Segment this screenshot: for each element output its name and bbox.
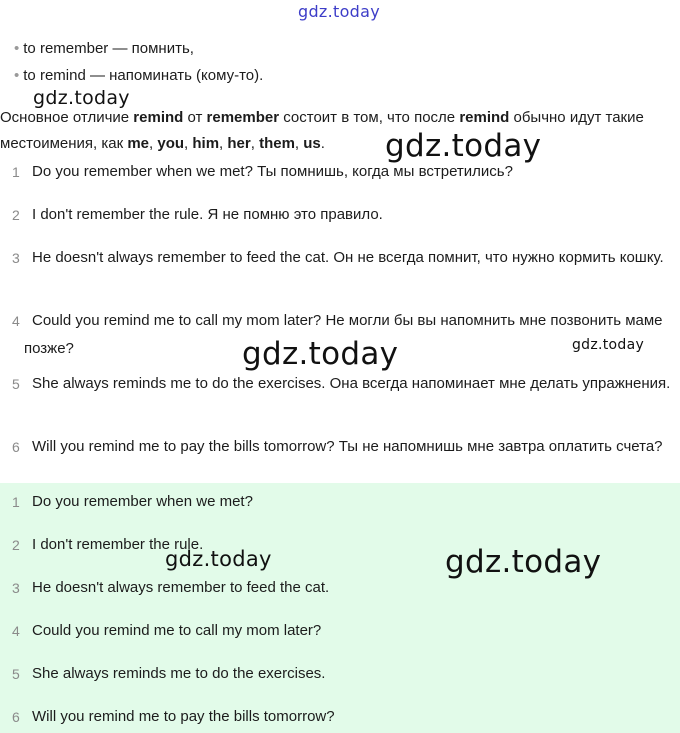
item-text: Will you remind me to pay the bills tomorrow? [32, 708, 335, 725]
item-text: Do you remember when we met? [32, 493, 253, 510]
translation-list [0, 158, 680, 489]
list-item [0, 433, 680, 489]
vocabulary-item-remember: • to remember — помнить, [14, 40, 194, 57]
bullet-icon: • [14, 40, 20, 57]
item-number: 5 [12, 666, 20, 682]
item-text: Could you remind me to call my mom later? Не могли бы вы напомнить мне позвонить маме позже? [24, 312, 663, 357]
item-text: She always reminds me to do the exercises. Она всегда напоминает мне делать упражнения. [32, 375, 671, 392]
item-number: 6 [12, 439, 20, 455]
item-text: Do you remember when we met? Ты помнишь, когда мы встретились? [32, 163, 513, 180]
bullet-icon: • [14, 67, 20, 84]
pronoun: him [192, 135, 220, 152]
keyword-remind: remind [459, 109, 510, 126]
keyword-remind: remind [133, 109, 184, 126]
item-number: 2 [12, 207, 20, 223]
list-item [0, 370, 680, 433]
item-text: I don't remember the rule. [32, 536, 204, 553]
vocabulary-item-remind: • to remind — напоминать (кому-то). [14, 67, 264, 84]
item-number: 4 [12, 623, 20, 639]
explanation-paragraph: Основное отличие remind от remember состоит в том, что после remind обычно идут такие местоимения, как me, you, him, her, them, us. [0, 109, 644, 152]
list-item [0, 244, 680, 307]
vocabulary-list [14, 36, 263, 90]
list-item [0, 201, 680, 244]
item-text: She always reminds me to do the exercises. [32, 665, 326, 682]
item-text: He doesn't always remember to feed the cat. Он не всегда помнит, что нужно кормить кошку. [32, 249, 664, 266]
keyword-remember: remember [206, 109, 280, 126]
watermark: gdz.today [385, 128, 542, 164]
list-item [0, 574, 680, 617]
watermark: gdz.today [445, 544, 602, 580]
item-text: Could you remind me to call my mom later? [32, 622, 322, 639]
item-text: He doesn't always remember to feed the cat. [32, 579, 330, 596]
item-number: 4 [12, 313, 20, 329]
watermark: gdz.today [33, 87, 130, 109]
watermark: gdz.today [165, 547, 272, 571]
pronoun: you [157, 135, 185, 152]
item-number: 1 [12, 164, 20, 180]
watermark: gdz.today [572, 337, 645, 353]
item-number: 3 [12, 250, 20, 266]
list-item [0, 660, 680, 703]
watermark-top: gdz.today [298, 2, 380, 21]
list-item [0, 617, 680, 660]
item-number: 6 [12, 709, 20, 725]
pronoun: me [127, 135, 150, 152]
list-item [0, 488, 680, 531]
watermark: gdz.today [242, 336, 399, 372]
item-number: 3 [12, 580, 20, 596]
item-number: 2 [12, 537, 20, 553]
answer-list [0, 488, 680, 733]
pronoun: us [303, 135, 321, 152]
list-item [0, 158, 680, 201]
item-text: Will you remind me to pay the bills tomorrow? Ты не напомнишь мне завтра оплатить счета? [32, 438, 663, 455]
pronoun: her [227, 135, 251, 152]
item-text: I don't remember the rule. Я не помню это правило. [32, 206, 383, 223]
pronoun: them [259, 135, 295, 152]
list-item [0, 703, 680, 733]
item-number: 5 [12, 376, 20, 392]
item-number: 1 [12, 494, 20, 510]
